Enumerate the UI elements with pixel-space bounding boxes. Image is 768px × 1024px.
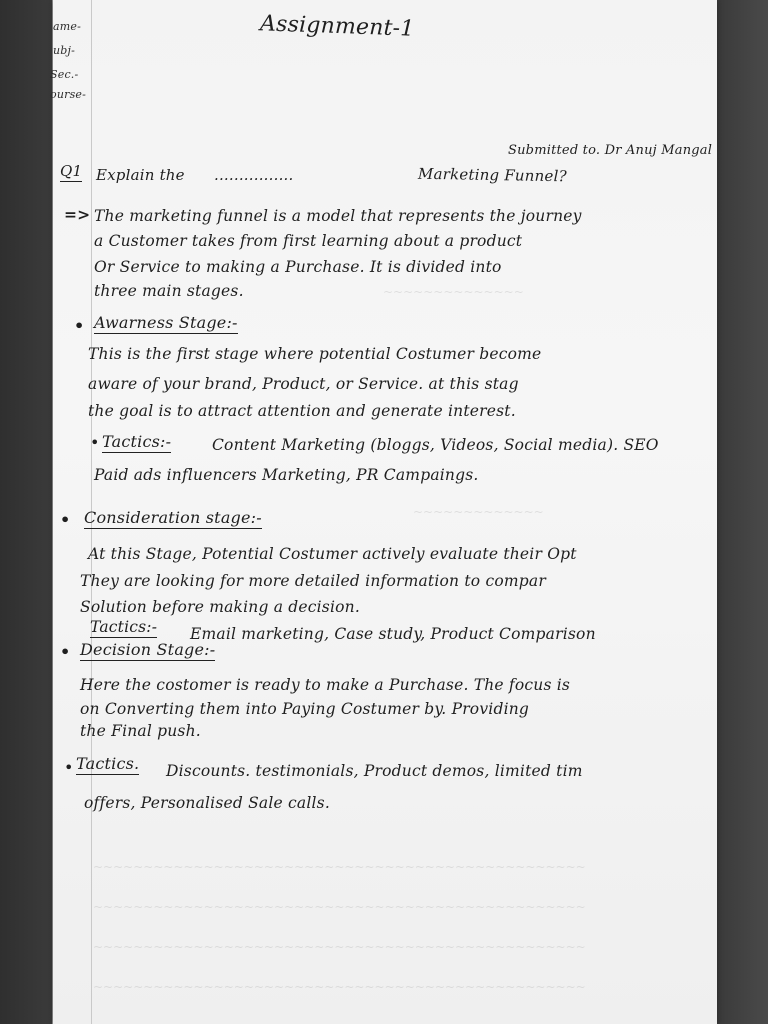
consideration-tactics-line: Email marketing, Case study, Product Comparison [190,625,596,643]
question-dots: ................ [214,166,294,184]
section-bullet: • [64,758,74,777]
answer-arrow: => [64,205,91,224]
section-field-label: Sec.- [50,68,79,81]
awareness-line: aware of your brand, Product, or Service. at this stag [88,375,519,393]
decision-line: the Final push. [80,722,201,740]
submitted-to: Submitted to. Dr Anuj Mangal [508,143,713,158]
consideration-tactics-label: Tactics:- [90,618,158,636]
section-bullet: • [60,642,71,661]
answer-line: Or Service to making a Purchase. It is divided into [94,258,502,276]
decision-tactics-line: Discounts. testimonials, Product demos, limited tim [166,762,583,780]
awareness-heading: Awarness Stage:- [94,313,238,332]
answer-line: a Customer takes from first learning about a product [94,232,523,250]
answer-line: three main stages. [94,282,244,300]
bleed-through-text: ~~~~~~~~~~~~~~~~~~~~~~~~~~~~~~~~~~~~~~~~~~~~~~~~~ [93,900,586,914]
consideration-line: They are looking for more detailed information to compar [80,572,546,590]
awareness-tactics-line: Paid ads influencers Marketing, PR Campaings. [94,466,479,484]
consideration-heading: Consideration stage:- [84,508,262,527]
bleed-through-text: ~~~~~~~~~~~~~~~~~~~~~~~~~~~~~~~~~~~~~~~~~~~~~~~~~ [93,980,586,994]
bleed-through-text: ~~~~~~~~~~~~~~~~~~~~~~~~~~~~~~~~~~~~~~~~~~~~~~~~~ [93,860,586,874]
awareness-line: This is the first stage where potential Costumer become [88,345,542,363]
decision-line: on Converting them into Paying Costumer by. Providing [80,700,530,718]
awareness-line: the goal is to attract attention and generate interest. [88,402,516,420]
section-bullet: • [90,433,100,452]
bleed-through-text: ~~~~~~~~~~~~~ [413,505,544,519]
section-bullet: • [74,316,85,335]
bleed-through-text: ~~~~~~~~~~~~~~~~~~~~~~~~~~~~~~~~~~~~~~~~~~~~~~~~~ [93,940,586,954]
awareness-tactics-line: Content Marketing (bloggs, Videos, Social media). SEO [212,436,659,454]
awareness-tactics-label: Tactics:- [102,432,172,451]
answer-line: The marketing funnel is a model that represents the journey [94,207,582,225]
name-field-label: ame- [53,20,82,33]
question-text-end: Marketing Funnel? [417,164,567,186]
decision-line: Here the costomer is ready to make a Purchase. The focus is [80,676,571,694]
decision-tactics-label: Tactics. [76,754,140,773]
decision-tactics-line: offers, Personalised Sale calls. [84,794,330,812]
question-label: Q1 [60,162,83,180]
course-field-label: ourse- [50,88,87,101]
decision-heading: Decision Stage:- [80,640,216,659]
section-bullet: • [60,510,71,529]
assignment-title: Assignment-1 [259,11,415,42]
consideration-line: At this Stage, Potential Costumer actively evaluate their Opt [88,545,577,563]
question-text-start: Explain the [96,166,185,184]
bleed-through-text: ~~~~~~~~~~~~~~ [383,285,524,299]
consideration-line: Solution before making a decision. [80,598,360,616]
subject-field-label: ubj- [53,44,76,57]
